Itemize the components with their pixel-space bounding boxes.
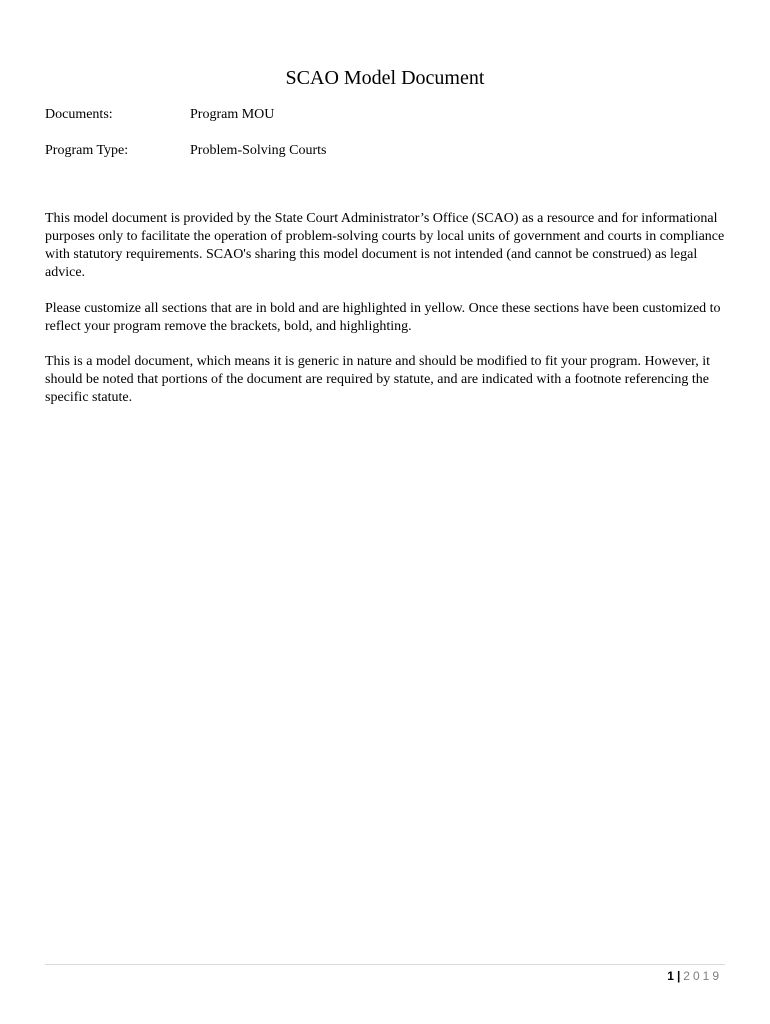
program-type-row [45,142,327,160]
documents-row [45,106,274,124]
model-note-paragraph: This is a model document, which means it is generic in nature and should be modified to fit your program. However, it should be noted that portions of the document are required by statute, and are indicated with a footnote referencing the specific statute. [45,354,711,405]
disclaimer-paragraph: This model document is provided by the State Court Administrator’s Office (SCAO) as a resource and for informational purposes only to facilitate the operation of problem-solving courts by local units of government and courts in compliance with statutory requirements. SCAO's sharing this model document is not intended (and cannot be construed) as legal advice. [45,211,725,280]
page-footer [667,968,722,984]
footer-year: 2019 [683,969,722,983]
page-number: 1 [667,969,674,983]
program-type-label: Program Type: [45,143,129,158]
documents-value: Program MOU [190,107,275,122]
document-title: SCAO Model Document [285,67,485,89]
documents-label: Documents: [45,107,113,122]
footer-separator: | [676,969,681,983]
footer-divider [45,964,725,965]
program-type-value: Problem-Solving Courts [190,143,327,158]
customize-paragraph: Please customize all sections that are in bold and are highlighted in yellow. Once these sections have been customized to reflect your program remove the brackets, bold, and highlighting. [45,301,721,334]
